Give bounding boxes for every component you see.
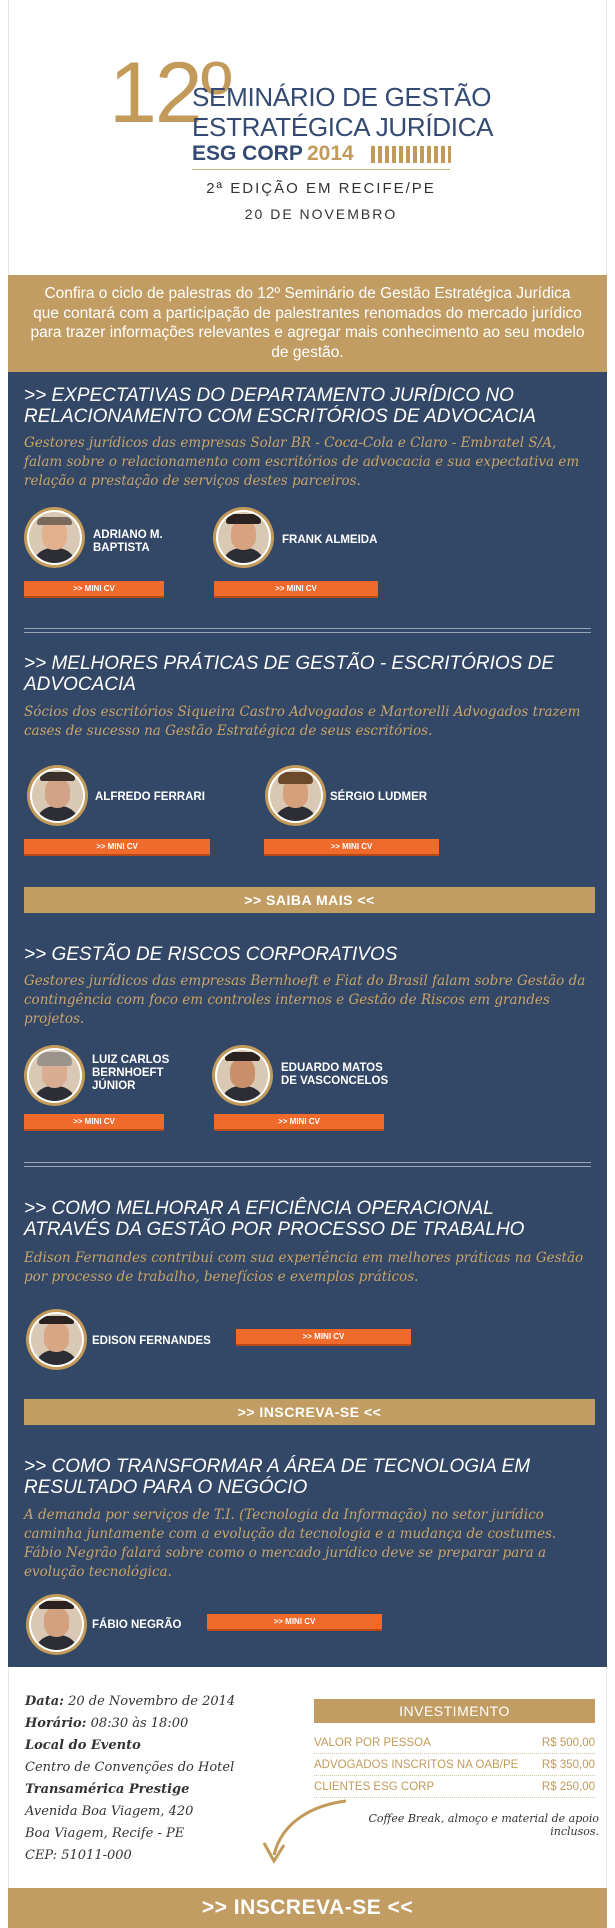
section-description: Gestores jurídicos das empresas Solar BR - Coca-Cola e Claro - Embratel S/A, falam sobre o relacionamento com escritórios de advocacia e sua expectativa em relação a prestação de serviços destes parceiros. — [24, 435, 580, 489]
mini-cv-button[interactable]: >> MINI CV — [214, 581, 378, 598]
header — [8, 0, 607, 275]
mini-cv-button[interactable]: >> MINI CV — [24, 581, 164, 598]
address-line2: Boa Viagem, Recife - PE — [25, 1826, 185, 1841]
price-row: VALOR POR PESSOA R$ 500,00 — [314, 1732, 595, 1754]
section-title: >> MELHORES PRÁTICAS DE GESTÃO - ESCRITÓRIOS DE ADVOCACIA — [24, 653, 554, 695]
speaker-name: FÁBIO NEGRÃO — [92, 1619, 182, 1631]
section-title: >> EXPECTATIVAS DO DEPARTAMENTO JURÍDICO NO RELACIONAMENTO COM ESCRITÓRIOS DE ADVOCACIA — [24, 385, 537, 427]
price-row: CLIENTES ESG CORP R$ 250,00 — [314, 1776, 595, 1798]
speaker-name: ADRIANO M. BAPTISTA — [93, 529, 163, 554]
inscreva-se-button[interactable]: >> INSCREVA-SE << — [24, 1399, 595, 1425]
section-description: Sócios dos escritórios Siqueira Castro Advogados e Martorelli Advogados trazem cases de sucesso na Gestão Estratégica de seus escritórios. — [24, 704, 581, 739]
address-line1: Avenida Boa Viagem, 420 — [25, 1804, 194, 1819]
speaker-photo — [212, 1045, 273, 1106]
section-description: Gestores jurídicos das empresas Bernhoeft e Fiat do Brasil falam sobre Gestão da contingência com foco em controles internos e Gestão de Riscos em grandes projetos. — [24, 973, 586, 1027]
mini-cv-button[interactable]: >> MINI CV — [24, 839, 210, 856]
speaker-photo — [26, 1594, 87, 1655]
time-line: Horário: 08:30 às 18:00 — [25, 1716, 189, 1731]
speaker-name: EDISON FERNANDES — [92, 1335, 211, 1347]
price-row: ADVOGADOS INSCRITOS NA OAB/PE R$ 350,00 — [314, 1754, 595, 1776]
logo-year: 2014 — [307, 142, 354, 165]
mini-cv-button[interactable]: >> MINI CV — [236, 1329, 411, 1346]
logo-bars-decoration — [371, 146, 451, 163]
logo-title-line2: ESTRATÉGICA JURÍDICA — [192, 112, 494, 142]
venue-line1: Centro de Convenções do Hotel — [25, 1760, 235, 1775]
section-divider — [24, 628, 591, 633]
speaker-photo — [24, 507, 85, 568]
intro-text: Confira o ciclo de palestras do 12º Seminário de Gestão Estratégica Jurídica que contará com a participação de palestrantes renomados do mercado jurídico para trazer informações relevantes e agregar mais conhecimento ao seu modelo de gestão. — [8, 275, 607, 372]
event-date-text: 20 DE NOVEMBRO — [244, 206, 398, 222]
speaker-photo — [27, 765, 88, 826]
speaker-name: EDUARDO MATOS DE VASCONCELOS — [281, 1062, 389, 1087]
mini-cv-button[interactable]: >> MINI CV — [207, 1614, 382, 1631]
speaker-photo — [265, 765, 326, 826]
logo-brand: ESG CORP — [192, 142, 303, 165]
venue-label: Local do Evento — [25, 1738, 141, 1753]
section-title: >> COMO MELHORAR A EFICIÊNCIA OPERACIONAL ATRAVÉS DA GESTÃO POR PROCESSO DE TRABALHO — [24, 1198, 525, 1240]
mini-cv-button[interactable]: >> MINI CV — [264, 839, 439, 856]
investment-title: INVESTIMENTO — [314, 1699, 595, 1723]
edition-text: 2ª EDIÇÃO EM RECIFE/PE — [206, 180, 436, 197]
venue-line2: Transamérica Prestige — [25, 1782, 190, 1797]
section-title: >> GESTÃO DE RISCOS CORPORATIVOS — [24, 944, 398, 965]
speaker-name: FRANK ALMEIDA — [282, 534, 378, 546]
event-info — [8, 1667, 607, 1888]
lectures-panel — [8, 372, 607, 1667]
speaker-name: ALFREDO FERRARI — [95, 791, 205, 803]
section-description: A demanda por serviços de T.I. (Tecnologia da Informação) no setor jurídico caminha juntamente com a evolução da tecnologia e a mudança de costumes. Fábio Negrão falará sobre como o mercado jurídico deve se preparar para a evolução tecnológica. — [24, 1507, 557, 1580]
speaker-name: LUIZ CARLOS BERNHOEFT JÚNIOR — [92, 1054, 170, 1092]
included-note: Coffee Break, almoço e material de apoio inclusos. — [368, 1812, 599, 1838]
speaker-photo — [26, 1309, 87, 1370]
cep-line: CEP: 51011-000 — [25, 1848, 132, 1863]
speaker-name: SÉRGIO LUDMER — [330, 791, 428, 803]
logo-number: 12º — [109, 45, 231, 141]
speaker-photo — [24, 1045, 85, 1106]
section-title: >> COMO TRANSFORMAR A ÁREA DE TECNOLOGIA EM RESULTADO PARA O NEGÓCIO — [24, 1456, 531, 1498]
logo-divider — [192, 169, 450, 170]
section-divider — [24, 1162, 591, 1167]
saiba-mais-button[interactable]: >> SAIBA MAIS << — [24, 887, 595, 913]
logo-title-line1: SEMINÁRIO DE GESTÃO — [192, 82, 492, 112]
section-description: Edison Fernandes contribui com sua experiência em melhores práticas na Gestão por processo de trabalho, benefícios e exemplos práticos. — [24, 1250, 584, 1285]
mini-cv-button[interactable]: >> MINI CV — [24, 1114, 164, 1131]
date-line: Data: 20 de Novembro de 2014 — [25, 1694, 236, 1709]
mini-cv-button[interactable]: >> MINI CV — [214, 1114, 384, 1131]
speaker-photo — [213, 507, 274, 568]
inscreva-se-bottom-button[interactable]: >> INSCREVA-SE << — [8, 1888, 607, 1928]
